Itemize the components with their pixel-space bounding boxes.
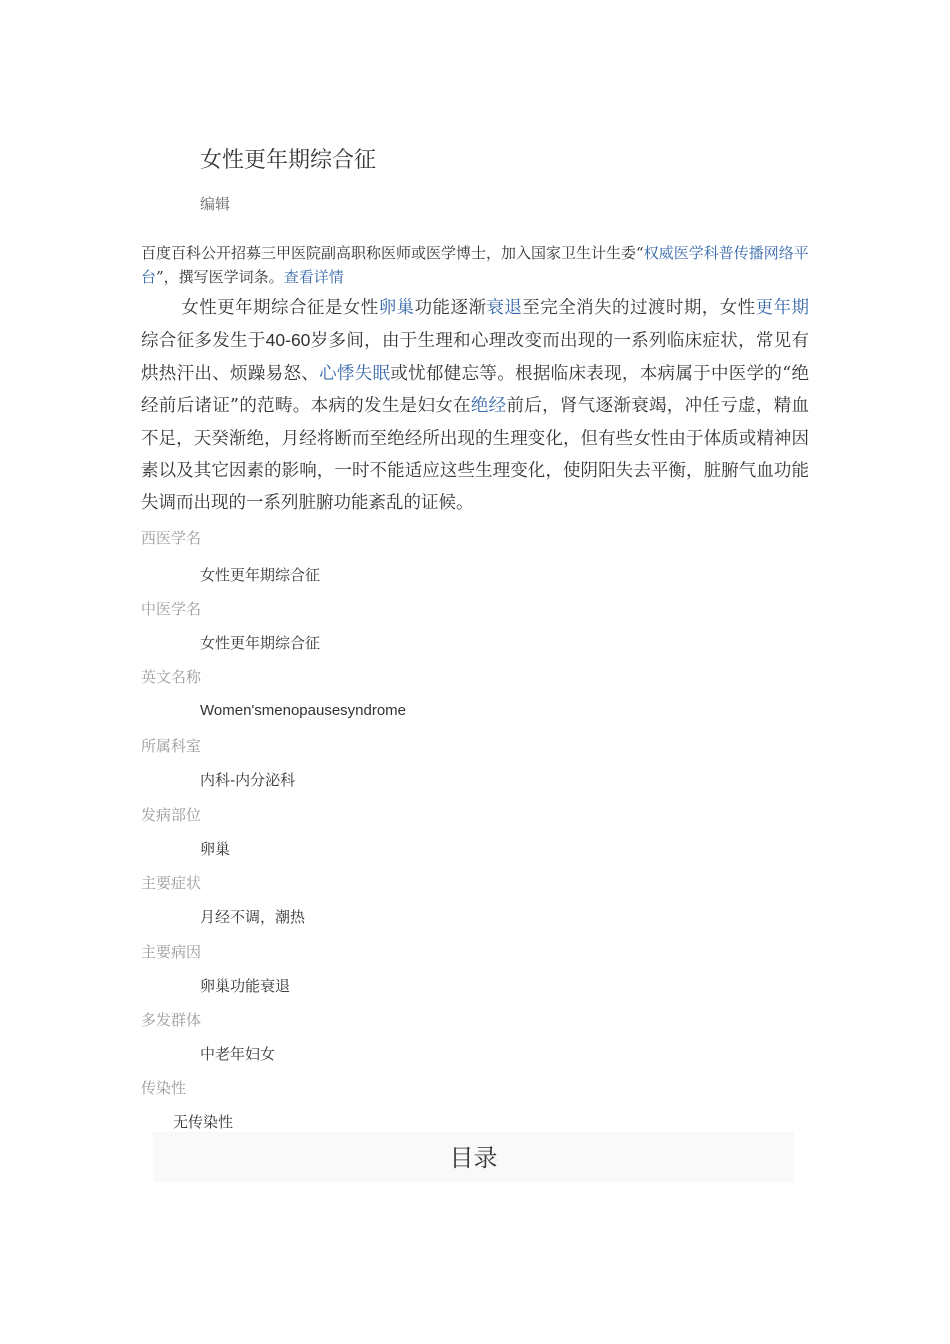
link-ovary[interactable]: 卵巢 [378, 298, 415, 318]
info-value-site: 卵巢 [200, 840, 231, 858]
intro-text: 至完全消失的过渡时期，女性 [522, 298, 756, 318]
view-detail-link[interactable]: 查看详情 [283, 268, 344, 286]
info-value-western-name: 女性更年期综合征 [200, 566, 321, 584]
notice-text-pre: 百度百科公开招募三甲医院副高职称医师或医学博士，加入国家卫生计生委“ [141, 244, 644, 262]
link-decline[interactable]: 衰退 [486, 298, 523, 318]
intro-text: 前后，肾气逐渐衰竭，冲任亏虚，精血不足，天癸渐绝，月经将断而至绝经所出现的生理变化，但有些女性由于体质或精神因素以及其它因素的影响，一时不能适应这些生理变化，使阴阳失去平衡，脏腑气血功能失调而出现的一系列脏腑功能紊乱的证候。 [141, 396, 809, 514]
intro-text: 综合征多发生于 [141, 331, 266, 352]
info-value-population: 中老年妇女 [200, 1045, 276, 1063]
recruit-notice [141, 241, 811, 289]
info-label-cause: 主要病因 [141, 943, 202, 961]
info-value-cause: 卵巢功能衰退 [200, 977, 291, 995]
intro-text: 女性更年期综合征是女性 [181, 298, 379, 318]
info-label-contagious: 传染性 [141, 1079, 187, 1097]
info-value-contagious: 无传染性 [173, 1113, 234, 1131]
info-label-site: 发病部位 [141, 806, 202, 824]
info-value-tcm-name: 女性更年期综合征 [200, 634, 321, 652]
intro-text: 或忧郁健忘等。根据临床表现，本病属于中医学的“绝经前后诸证”的范畴。本病的发生是妇女在 [141, 363, 809, 417]
info-label-symptoms: 主要症状 [141, 874, 202, 892]
link-menopause-cessation[interactable]: 绝经 [470, 396, 507, 417]
page-title: 女性更年期综合征 [200, 148, 377, 173]
toc-box [153, 1132, 794, 1182]
info-label-tcm-name: 中医学名 [141, 600, 202, 618]
age-range: 40-60 [265, 330, 311, 351]
intro-text: 岁多间，由于生理和心理改变而出现的一系列临床症状，常见有烘热汗出、烦躁易怒、 [141, 331, 810, 384]
notice-text-mid: ”，撰写医学词条。 [156, 268, 284, 286]
info-value-symptoms: 月经不调，潮热 [200, 908, 306, 926]
intro-text: 功能逐渐 [414, 298, 487, 318]
info-label-population: 多发群体 [141, 1011, 202, 1029]
info-value-english-name: Women'smenopausesyndrome [200, 702, 407, 719]
toc-title: 目录 [449, 1144, 498, 1172]
edit-link[interactable]: 编辑 [200, 195, 231, 213]
platform-link[interactable]: 权威医学科普传播网络平台 [141, 244, 809, 286]
link-palpitation-insomnia[interactable]: 心悸失眠 [319, 363, 391, 384]
info-label-english-name: 英文名称 [141, 668, 202, 686]
info-label-department: 所属科室 [141, 737, 202, 755]
info-label-western-name: 西医学名 [141, 529, 202, 547]
link-menopause[interactable]: 更年期 [755, 298, 810, 318]
info-value-department: 内科-内分泌科 [200, 771, 296, 789]
intro-paragraph [141, 292, 809, 520]
